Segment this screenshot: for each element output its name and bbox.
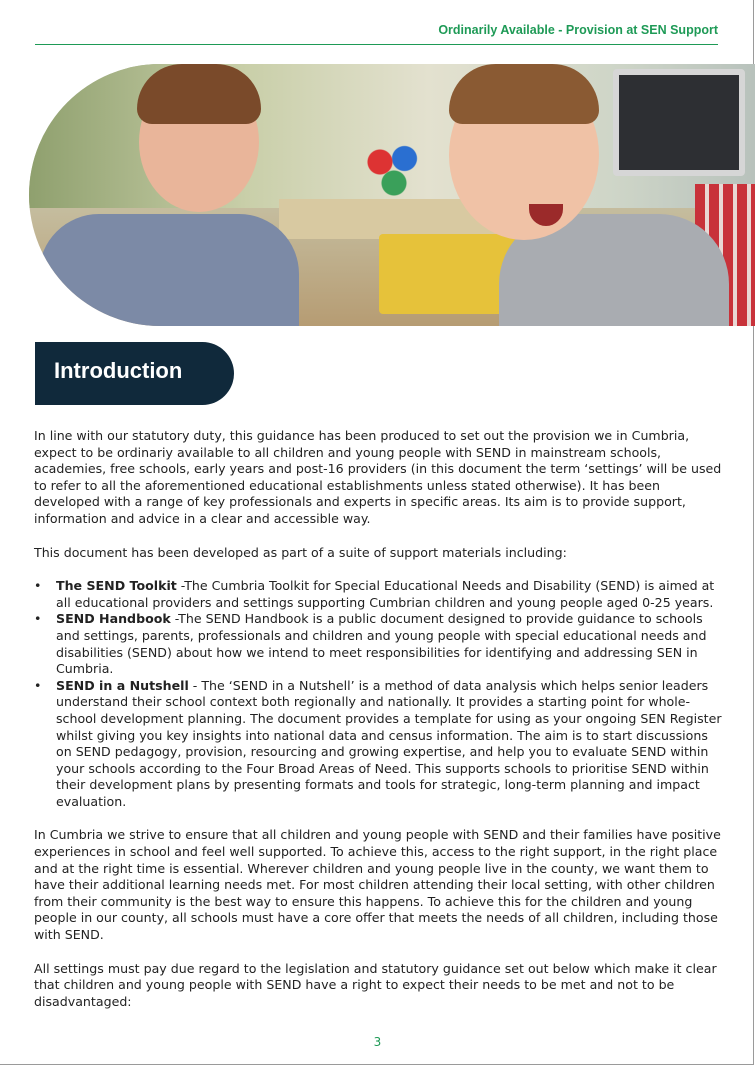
list-item-term: The SEND Toolkit [56, 578, 177, 594]
paragraph-cumbria: In Cumbria we strive to ensure that all children and young people with SEND and their families have positive experiences in school and feel well supported. To achieve this, access to the right support, in the right place and at the right time is essential. Wherever children and young people live in the county, we want them to have their additional learning needs met. For most children attending their local setting, with other children from their community is the best way to ensure this happens. To achieve this for the children and young people in our county, all schools must have a core offer that meets the needs of all children, including those with SEND. [34, 827, 721, 943]
list-item-text: -The SEND Handbook is a public document designed to provide guidance to schools and settings, parents, professionals and children and young people with special educational needs and disabilities (SEND) about how we intend to meet responsibilities for identifying and addressing SEN in Cumbria. [56, 611, 707, 677]
paragraph-suite: This document has been developed as part of a suite of support materials including: [34, 544, 567, 560]
list-item-text: - The ‘SEND in a Nutshell’ is a method of data analysis which helps senior leaders understand their school context both regionally and nationally. It provides a starting point for whole-school development planning. The document provides a template for using as your ongoing SEN Register whilst giving you key insights into national data and census information. The aim is to start discussions on SEND pedagogy, provision, resourcing and growing expertise, and help you to evaluate SEND within your schools according to the Four Broad Areas of Need. This supports schools to prioritise SEND within their development plans by presenting formats and tools for strategic, long-term planning and impact evaluation. [56, 677, 722, 809]
list-item [56, 611, 722, 677]
section-heading-pill [35, 342, 234, 405]
list-item-term: SEND Handbook [56, 611, 171, 627]
page-number: 3 [373, 1035, 382, 1049]
body-content [34, 428, 722, 1027]
section-title: Introduction [54, 358, 183, 383]
hero-photo-children [29, 64, 755, 326]
header-divider [35, 44, 718, 45]
list-item [56, 578, 722, 611]
running-header: Ordinarily Available - Provision at SEN Support [438, 23, 718, 37]
list-item-term: SEND in a Nutshell [56, 677, 189, 693]
support-materials-list [34, 578, 722, 810]
list-item-text: -The Cumbria Toolkit for Special Educational Needs and Disability (SEND) is aimed at all educational providers and settings supporting Cumbrian children and young people aged 0-25 years. [56, 578, 715, 610]
list-item [56, 678, 722, 811]
paragraph-intro: In line with our statutory duty, this guidance has been produced to set out the provision we in Cumbria, expect to be ordinariy available to all children and young people with SEND in mainstream schools, academies, free schools, early years and post-16 providers (in this document the term ‘settings’ will be used to refer to all the aforementioned educational establishments unless stated otherwise). It has been developed with a range of key professionals and experts in specific areas. Its aim is to provide support, information and advice in a clear and accessible way. [34, 428, 722, 526]
paragraph-legislation: All settings must pay due regard to the legislation and statutory guidance set out below which make it clear that children and young people with SEND have a right to expect their needs to be met and not to be disadvantaged: [34, 960, 717, 1009]
